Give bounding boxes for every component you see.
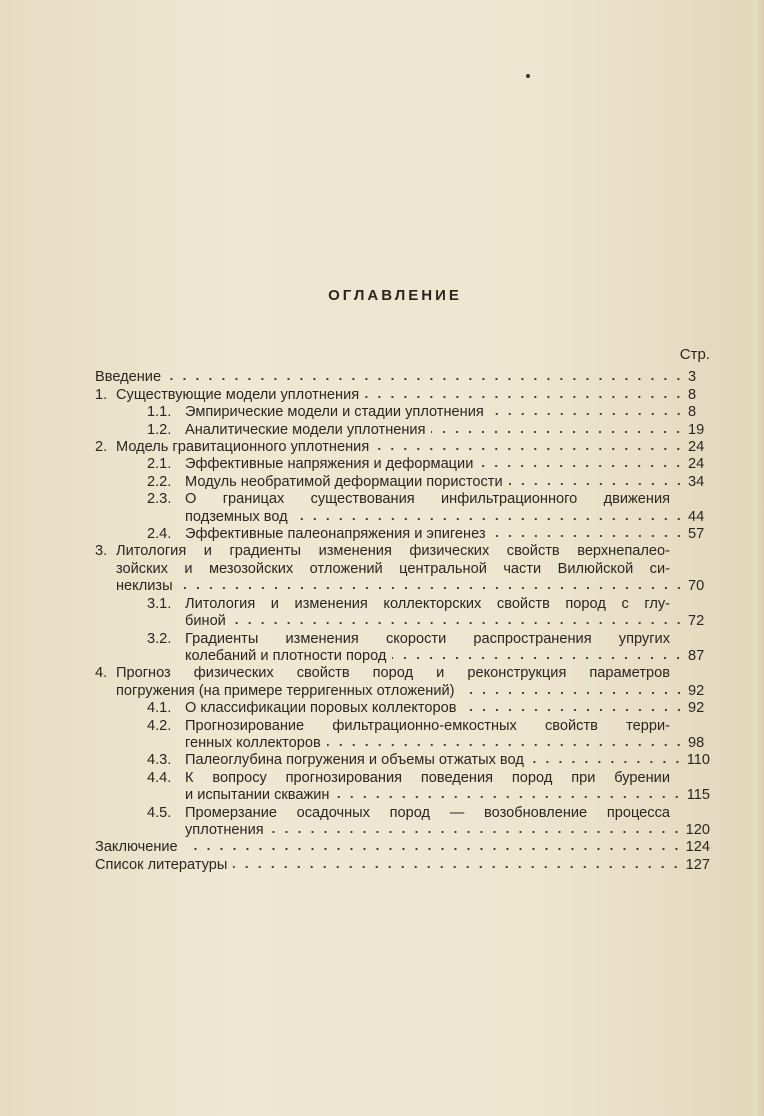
entry-number: 2.4. xyxy=(147,526,172,543)
entry-last-line xyxy=(185,700,710,717)
entry-last-line xyxy=(185,752,710,769)
entry-page-number: 34 xyxy=(688,473,705,490)
entry-last-line xyxy=(185,613,710,630)
entry-title-line: Модуль необратимой деформации пористости xyxy=(185,473,503,490)
entry-number: 4.3. xyxy=(147,752,172,769)
entry-last-line xyxy=(185,526,710,543)
dot-leader xyxy=(184,841,683,851)
toc-entry[interactable] xyxy=(95,526,710,543)
toc-entry[interactable] xyxy=(95,839,710,856)
entry-number: 2.3. xyxy=(147,491,172,508)
entry-title-line: подземных вод xyxy=(185,508,288,525)
entry-number: 4. xyxy=(95,665,108,682)
entry-page-number: 70 xyxy=(688,578,705,595)
entry-title-line: Палеоглубина погружения и объемы отжатых вод xyxy=(185,752,524,769)
toc-entry[interactable] xyxy=(95,770,710,805)
entry-title-line: колебаний и плотности пород xyxy=(185,647,387,664)
entry-number: 1.1. xyxy=(147,404,172,421)
entry-title-line: Градиенты изменения скорости распространения упругих xyxy=(185,630,670,647)
page-title: ОГЛАВЛЕНИЕ xyxy=(328,287,462,304)
toc-entries xyxy=(95,369,710,874)
page-edge xyxy=(754,0,764,1116)
dot-leader xyxy=(431,424,685,434)
entry-last-line xyxy=(185,648,710,665)
entry-title-line: и испытании скважин xyxy=(185,787,330,804)
dot-leader xyxy=(232,615,685,625)
dot-leader xyxy=(492,528,685,538)
entry-title-line: Эффективные палеонапряжения и эпигенез xyxy=(185,526,486,543)
entry-title-line: генных коллекторов xyxy=(185,734,321,751)
entry-number: 2.1. xyxy=(147,456,172,473)
entry-page-number: 24 xyxy=(688,456,705,473)
dot-leader xyxy=(335,789,683,799)
print-speck xyxy=(526,74,530,78)
entry-page-number: 92 xyxy=(688,700,705,717)
entry-title-line: Литология и градиенты изменения физических свойств верхнепалео- xyxy=(116,543,670,560)
entry-last-line xyxy=(185,404,710,421)
entry-page-number: 115 xyxy=(686,787,710,804)
entry-number: 2. xyxy=(95,439,108,456)
entry-page-number: 57 xyxy=(688,526,705,543)
entry-last-line xyxy=(116,387,710,404)
entry-last-line xyxy=(185,735,710,752)
entry-page-number: 110 xyxy=(686,752,710,769)
entry-page-number: 124 xyxy=(685,839,710,856)
entry-page-number: 92 xyxy=(688,682,705,699)
entry-number: 4.1. xyxy=(147,700,172,717)
dot-leader xyxy=(167,371,685,381)
entry-page-number: 8 xyxy=(688,404,697,421)
entry-last-line xyxy=(185,474,710,491)
entry-page-number: 120 xyxy=(685,821,710,838)
entry-page-number: 98 xyxy=(688,734,705,751)
entry-last-line xyxy=(95,857,710,874)
entry-title-line: Литология и изменения коллекторских свойств пород с глу- xyxy=(185,595,670,612)
entry-title-line: Заключение xyxy=(95,839,178,856)
entry-last-line xyxy=(95,369,710,386)
toc-entry[interactable] xyxy=(95,369,710,386)
entry-title-line: О границах существования инфильтрационного движения xyxy=(185,491,670,508)
entry-page-number: 8 xyxy=(688,386,697,403)
entry-page-number: 72 xyxy=(688,613,705,630)
entry-title-line: уплотнения xyxy=(185,821,264,838)
dot-leader xyxy=(270,824,683,834)
dot-leader xyxy=(365,389,685,399)
dot-leader xyxy=(490,406,685,416)
toc-entry[interactable] xyxy=(95,665,710,700)
toc-entry[interactable] xyxy=(95,543,710,595)
entry-last-line xyxy=(185,456,710,473)
entry-last-line xyxy=(185,787,710,804)
entry-last-line xyxy=(95,839,710,856)
entry-title-line: Эффективные напряжения и деформации xyxy=(185,456,474,473)
entry-title-line: Существующие модели уплотнения xyxy=(116,386,360,403)
entry-title-line: неклизы xyxy=(116,578,173,595)
entry-page-number: 24 xyxy=(688,439,705,456)
dot-leader xyxy=(392,650,685,660)
toc-entry[interactable] xyxy=(95,718,710,753)
toc-entry[interactable] xyxy=(95,857,710,874)
dot-leader xyxy=(375,441,685,451)
entry-page-number: 127 xyxy=(685,856,710,873)
table-of-contents xyxy=(95,346,710,874)
entry-number: 4.2. xyxy=(147,717,172,734)
entry-number: 1. xyxy=(95,386,108,403)
entry-number: 4.4. xyxy=(147,769,172,786)
entry-title-line: Модель гравитационного уплотнения xyxy=(116,439,370,456)
entry-number: 4.5. xyxy=(147,804,172,821)
entry-title-line: Список литературы xyxy=(95,856,228,873)
dot-leader xyxy=(509,476,685,486)
entry-page-number: 87 xyxy=(688,647,705,664)
dot-leader xyxy=(479,458,685,468)
toc-entry[interactable] xyxy=(95,404,710,421)
toc-entry[interactable] xyxy=(95,596,710,631)
entry-title-line: Аналитические модели уплотнения xyxy=(185,421,426,438)
toc-entry[interactable] xyxy=(95,752,710,769)
dot-leader xyxy=(463,702,685,712)
entry-title-line: Эмпирические модели и стадии уплотнения xyxy=(185,404,484,421)
entry-number: 1.2. xyxy=(147,421,172,438)
dot-leader xyxy=(327,737,685,747)
entry-title-line: Прогноз физических свойств пород и реконструкция параметров xyxy=(116,665,670,682)
entry-title-line: Введение xyxy=(95,369,162,386)
entry-page-number: 3 xyxy=(688,369,697,386)
entry-last-line xyxy=(185,509,710,526)
toc-entry[interactable] xyxy=(95,439,710,456)
dot-leader xyxy=(179,580,685,590)
entry-title-line: зойских и мезозойских отложений центральной части Вилюйской си- xyxy=(116,560,670,577)
entry-page-number: 19 xyxy=(688,421,705,438)
toc-entry[interactable] xyxy=(95,805,710,840)
toc-entry[interactable] xyxy=(95,387,710,404)
toc-entry[interactable] xyxy=(95,700,710,717)
toc-entry[interactable] xyxy=(95,456,710,473)
entry-number: 3.1. xyxy=(147,595,172,612)
entry-number: 3.2. xyxy=(147,630,172,647)
toc-entry[interactable] xyxy=(95,474,710,491)
dot-leader xyxy=(294,511,685,521)
toc-entry[interactable] xyxy=(95,631,710,666)
entry-title-line: О классификации поровых коллекторов xyxy=(185,700,457,717)
entry-title-line: К вопросу прогнозирования поведения пород при бурении xyxy=(185,769,670,786)
entry-last-line xyxy=(116,439,710,456)
entry-last-line xyxy=(116,578,710,595)
entry-page-number: 44 xyxy=(688,508,705,525)
entry-number: 2.2. xyxy=(147,473,172,490)
entry-last-line xyxy=(185,422,710,439)
toc-entry[interactable] xyxy=(95,422,710,439)
entry-title-line: погружения (на примере терригенных отложений) xyxy=(116,682,455,699)
toc-entry[interactable] xyxy=(95,491,710,526)
entry-last-line xyxy=(185,822,710,839)
entry-last-line xyxy=(116,683,710,700)
entry-title-line: Прогнозирование фильтрационно-емкостных свойств терри- xyxy=(185,717,670,734)
entry-title-line: биной xyxy=(185,613,226,630)
dot-leader xyxy=(461,685,686,695)
entry-number: 3. xyxy=(95,543,108,560)
dot-leader xyxy=(530,754,684,764)
dot-leader xyxy=(233,859,682,869)
page-column-label: Стр. xyxy=(679,346,710,363)
entry-title-line: Промерзание осадочных пород — возобновление процесса xyxy=(185,804,670,821)
